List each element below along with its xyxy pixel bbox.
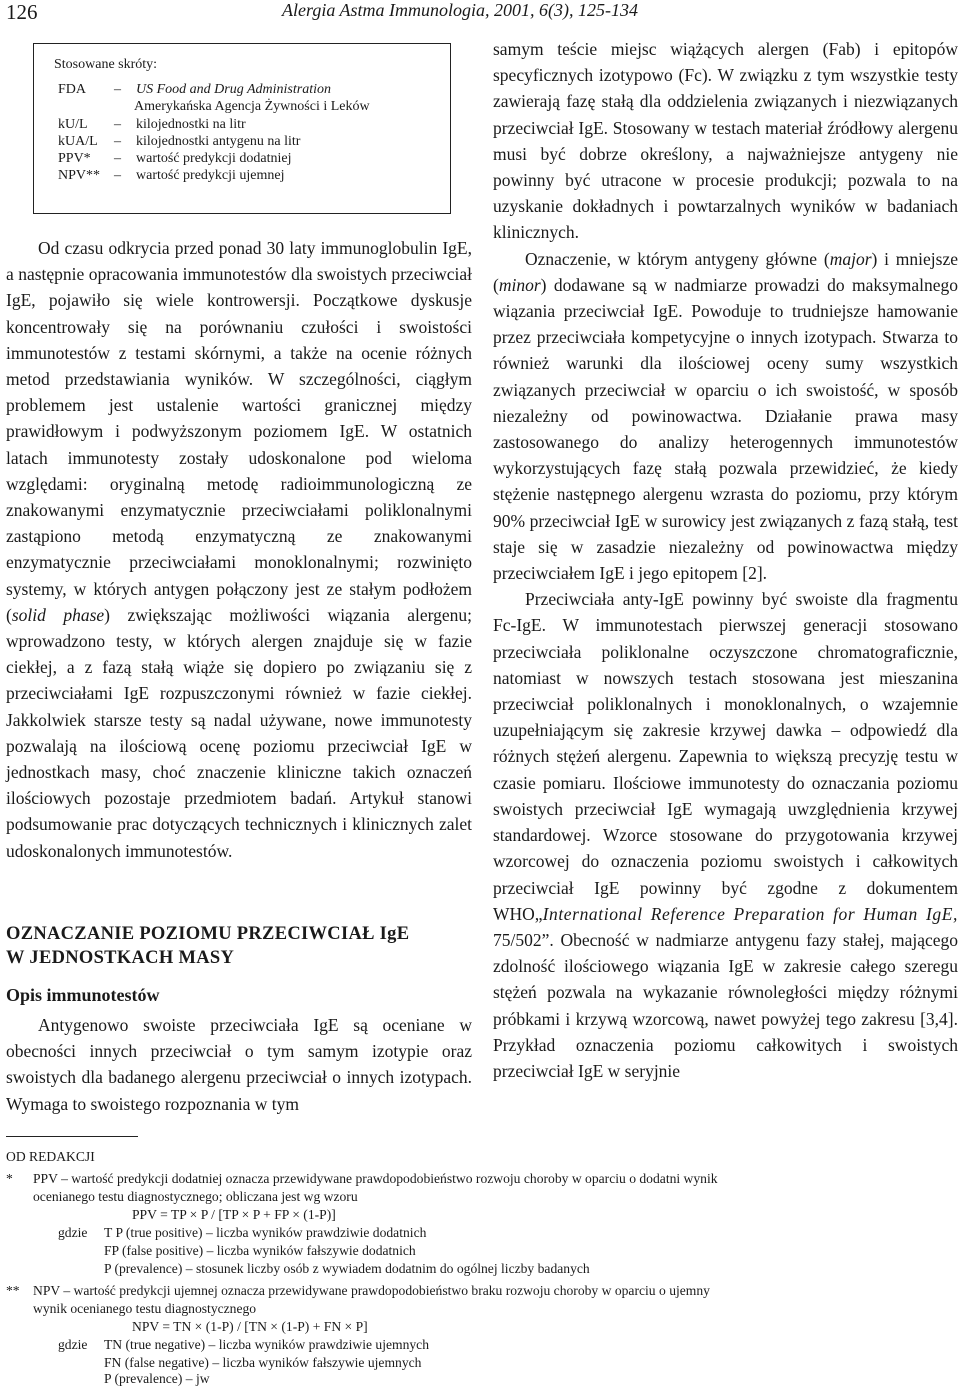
footnote-formula: NPV = TN × (1-P) / [TN × (1-P) + FN × P] xyxy=(132,1319,368,1334)
footnote-text: NPV – wartość predykcji ujemnej oznacza przewidywane prawdopodobieństwo braku rozwoju choroby w oparciu o ujemny xyxy=(33,1283,710,1298)
italic-term: major xyxy=(829,248,872,269)
abbreviation-desc-continued: Amerykańska Agencja Żywności i Leków xyxy=(134,99,370,114)
abbreviation-key: PPV* xyxy=(58,151,91,166)
intro-italic: solid phase xyxy=(11,604,105,625)
right-column xyxy=(493,36,958,1084)
abbreviation-key: kU/L xyxy=(58,117,88,132)
text-run: ) dodawane są w nadmiarze prowadzi do maksymalnego wiązania przeciwciał IgE. Powoduje to trudniejsze hamowanie przez przeciwciała kompetycyjne o innych izotypach. Stwarza to również warunki dla ilościowej oceny sumy wszystkich związanych przeciwciał w oparciu o ich swoistość, w sposób niezależny od powinowactwa. Działanie prawa masy zastosowanego do analizy heterogennych immunotestów wykorzystujących fazę stałą pozwala przewidzieć, że kiedy stężenie następnego alergenu wzrasta do poziomu, przy którym 90% przeciwciał IgE w surowicy jest związanych z fazą stałą, test staje się w zasadzie niezależny od powinowactwa między przeciwciałem IgE i jego epitopem [2]. xyxy=(493,274,958,584)
abbreviations-title: Stosowane skróty: xyxy=(54,57,158,72)
text-run: Oznaczenie, w którym antygeny główne ( xyxy=(525,248,830,269)
footnote-text: ocenianego testu diagnostycznego; obliczana jest wg wzoru xyxy=(33,1189,358,1204)
italic-reference: International Reference Preparation for Human IgE, xyxy=(542,903,958,924)
footnote-where: gdzie xyxy=(58,1337,88,1352)
footnote-mark: ** xyxy=(6,1283,20,1298)
abbreviation-row xyxy=(58,151,292,168)
paragraph xyxy=(493,586,958,1084)
paragraph-immunotests xyxy=(6,1012,472,1117)
abbreviation-desc: kilojednostki na litr xyxy=(136,117,246,132)
footnote-rule xyxy=(6,1136,138,1137)
intro-text-rest: ) zwiększając możliwości wiązania alergenu; wprowadzono testy, w których alergen znajduje się w fazie ciekłej, a z fazą stałą wiąże się dopiero po związaniu się z przeciwciałami IgE rozpuszczonymi również w fazie ciekłej. Jakkolwiek starsze testy są nadal używane, nowe immunotesty pozwalają na ilościową ocenę poziomu przeciwciał IgE w jednostkach masy, choć znaczenie kliniczne takich oznaczeń ilościowych pozostaje przedmiotem badań. Artykuł stanowi podsumowanie prac dotyczących technicznych i klinicznych zalet udoskonalonych immunotestów. xyxy=(6,604,472,861)
abbreviation-key: FDA xyxy=(58,82,87,97)
abbreviation-row xyxy=(58,117,246,134)
text-run: 75/502”. Obecność w nadmiarze antygenu fazy stałej, mającego zdolność ilościowego wiązania IgE w zakresie całego szeregu stężeń pozwala na wykazanie równoległości między różnymi próbkami i krzywą wzorcową, nawet powyżej tego zakresu [3,4]. Przykład oznaczenia poziomu całkowitych i swoistych przeciwciał IgE w seryjnie xyxy=(493,929,958,1081)
footnote-definition: P (prevalence) – stosunek liczby osób z wywiadem dodatnim do ogólnej liczby badanych xyxy=(104,1261,590,1276)
page-number: 126 xyxy=(6,0,38,24)
footnote-text: PPV – wartość predykcji dodatniej oznacza przewidywane prawdopodobieństwo rozwoju choroby w oparciu o dodatni wynik xyxy=(33,1171,718,1186)
footnote-heading: OD REDAKCJI xyxy=(6,1149,95,1164)
abbreviation-dash: – xyxy=(114,82,121,97)
abbreviation-desc: US Food and Drug Administration xyxy=(136,82,331,97)
footnote-definition: P (prevalence) – jw xyxy=(104,1371,210,1386)
abbreviation-dash: – xyxy=(114,117,121,132)
left-column xyxy=(6,235,472,864)
paragraph xyxy=(493,246,958,587)
abbreviations-box xyxy=(33,43,451,214)
abbreviation-row xyxy=(58,168,285,185)
intro-text: Od czasu odkrycia przed ponad 30 laty immunoglobulin IgE, a następnie opracowania immunotestów dla swoistych przeciwciał IgE, pojawiło się wiele kontrowersji. Początkowe dyskusje koncentrowały się na porównaniu czułości i swoistości immunotestów z testami skórnymi, a także na ocenie różnych metod przedstawiania wyników. W szczególności, ciągłym problemem jest ustalenie wartości granicznej między prawidłowym i podwyższonym poziomem IgE. W ostatnich latach immunotesty zostały udoskonalone pod wieloma względami: oryginalną metodę radioimmunologiczną ze znakowanymi enzymatycznie przeciwciałami poliklonalnymi zastąpiono metodą enzymatyczną ze znakowanymi enzymatycznie przeciwciałami monoklonalnymi; rozwinięto systemy, w których antygen połączony jest ze stałym podłożem ( xyxy=(6,238,472,625)
footnote-definition: T P (true positive) – liczba wyników prawdziwie dodatnich xyxy=(104,1225,427,1240)
section-heading xyxy=(6,922,409,970)
abbreviation-row xyxy=(58,82,331,99)
paragraph: samym teście miejsc wiążących alergen (Fab) i epitopów specyficznych izotypowo (Fc). W związku z tym wszystkie testy zawierają fazę stałą dla oddzielenia związanych i niezwiązanych przeciwciał IgE. Stosowany w testach materiał źródłowy alergenu musi być dobrze określony, a najważniejsze antygeny nie powinny być utracone w procesie produkcji; pozwala to na uzyskanie dokładnych i powtarzalnych wyników w badaniach klinicznych. xyxy=(493,39,958,243)
section-heading-line: W JEDNOSTKACH MASY xyxy=(6,948,235,968)
abbreviation-key: kUA/L xyxy=(58,134,98,149)
text-run: ) i mniejsze ( xyxy=(493,248,958,295)
abbreviation-dash: – xyxy=(114,168,121,183)
abbreviation-desc: wartość predykcji dodatniej xyxy=(136,151,292,166)
abbreviation-dash: – xyxy=(114,134,121,149)
italic-term: minor xyxy=(498,274,541,295)
abbreviation-desc: kilojednostki antygenu na litr xyxy=(136,134,301,149)
abbreviation-row xyxy=(58,134,300,151)
abbreviation-desc: wartość predykcji ujemnej xyxy=(136,168,285,183)
subsection-heading: Opis immunotestów xyxy=(6,985,160,1005)
abbreviation-key: NPV** xyxy=(58,168,101,183)
intro-paragraph xyxy=(6,235,472,864)
running-header: Alergia Astma Immunologia, 2001, 6(3), 125-134 xyxy=(282,0,638,20)
footnote-where: gdzie xyxy=(58,1225,88,1240)
footnote-formula: PPV = TP × P / [TP × P + FP × (1-P)] xyxy=(132,1207,336,1222)
text-run: Przeciwciała anty-IgE powinny być swoiste dla fragmentu Fc-IgE. W immunotestach pierwszej generacji stosowano przeciwciała poliklonalne oczyszczone chromatograficznie, natomiast w nowszych testach stosowana jest mieszanina przeciwciał poliklonalnych i monoklonalnych, o wzajemnie uzupełniającym się zakresie krzywej dawka – odpowiedź dla różnych stężeń alergenu. Zapewnia to większą precyzję testu w czasie pomiaru. Ilościowe immunotesty do oznaczania poziomu swoistych przeciwciał IgE wymagają uwzględnienia krzywej standardowej. Wzorce stosowane do przygotowania krzywej wzorcowej do oznaczenia poziomu swoistych i całkowitych przeciwciał IgE powinny być zgodne z dokumentem WHO„ xyxy=(493,589,958,924)
footnote-text: wynik ocenianego testu diagnostycznego xyxy=(33,1301,257,1316)
section-heading-line: OZNACZANIE POZIOMU PRZECIWCIAŁ IgE xyxy=(6,924,410,944)
paragraph: Antygenowo swoiste przeciwciała IgE są oceniane w obecności innych przeciwciał o tym samym izotypie oraz swoistych dla badanego alergenu przeciwciał o innych izotypach. Wymaga to swoistego rozpoznania w tym xyxy=(6,1015,472,1114)
footnote-mark: * xyxy=(6,1171,13,1186)
footnote-definition: TN (true negative) – liczba wyników prawdziwie ujemnych xyxy=(104,1337,430,1352)
footnote-definition: FP (false positive) – liczba wyników fałszywie dodatnich xyxy=(104,1243,416,1258)
abbreviation-dash: – xyxy=(114,151,121,166)
footnote-definition: FN (false negative) – liczba wyników fałszywie ujemnych xyxy=(104,1355,422,1370)
